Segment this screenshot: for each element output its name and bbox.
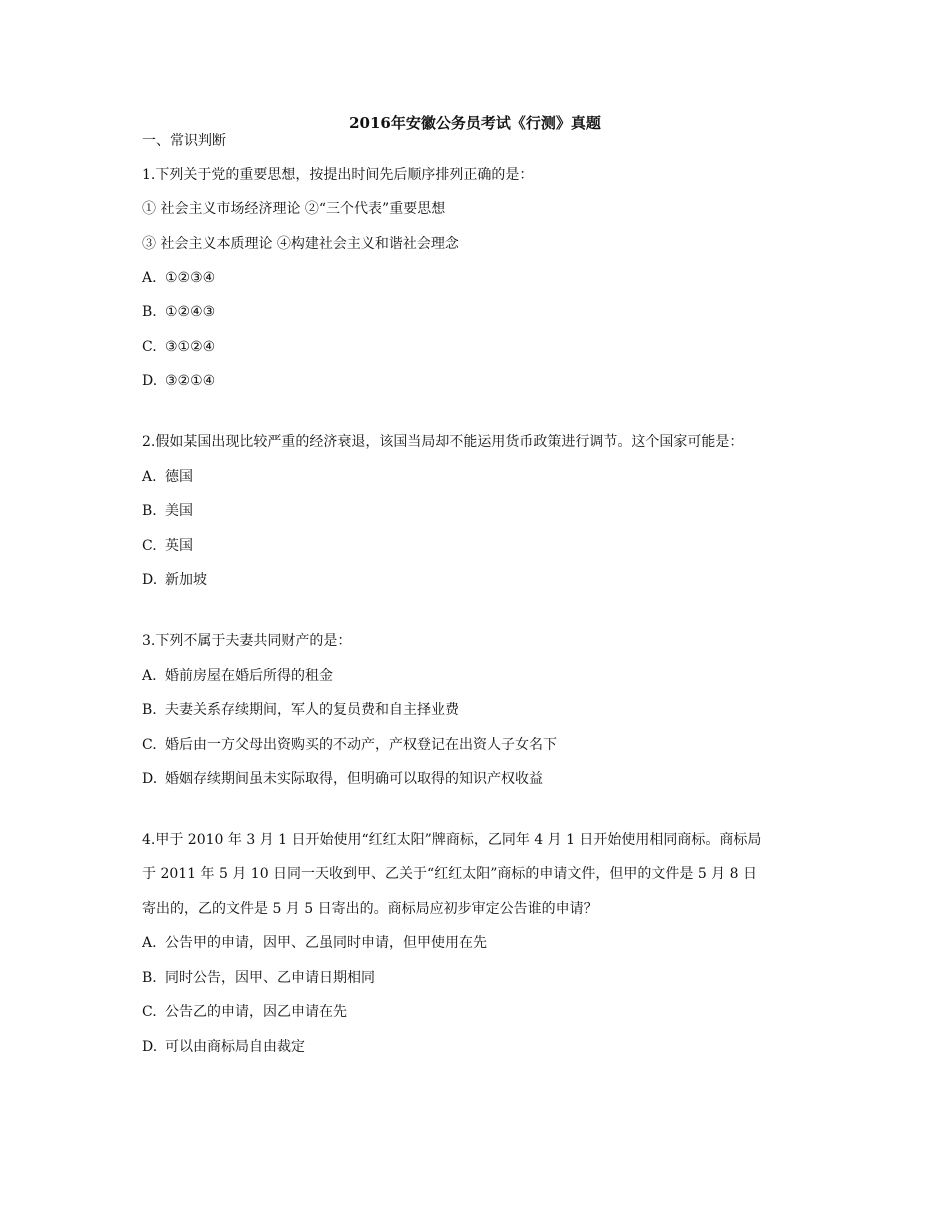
question-2-option-d (142, 570, 207, 590)
option-text: 新加坡 (165, 572, 207, 588)
option-letter: B. (142, 702, 157, 718)
option-letter: D. (142, 572, 158, 588)
option-letter: A. (142, 935, 157, 951)
question-1-option-b (142, 302, 215, 322)
option-text: 婚姻存续期间虽未实际取得，但明确可以取得的知识产权收益 (165, 771, 543, 787)
option-letter: C. (142, 737, 157, 753)
option-text: 同时公告，因甲、乙申请日期相同 (165, 970, 375, 986)
question-1-stem-line-2: ① 社会主义市场经济理论 ②“三个代表”重要思想 (142, 201, 446, 217)
question-1-option-a (142, 268, 215, 288)
option-letter: B. (142, 970, 157, 986)
question-4-option-b (142, 968, 375, 988)
option-text: 美国 (165, 503, 193, 519)
question-2-stem: 2.假如某国出现比较严重的经济衰退，该国当局却不能运用货币政策进行调节。这个国家可能是： (142, 434, 744, 450)
option-letter: A. (142, 469, 157, 485)
question-3-option-c (142, 735, 557, 755)
option-letter: B. (142, 503, 157, 519)
option-text: ③②①④ (165, 373, 216, 389)
option-text: ①②③④ (165, 270, 216, 286)
question-3-stem: 3.下列不属于夫妻共同财产的是： (142, 633, 352, 649)
question-2-option-a (142, 467, 193, 487)
question-2-option-c (142, 536, 193, 556)
option-text: 婚后由一方父母出资购买的不动产，产权登记在出资人子女名下 (165, 737, 557, 753)
section-heading: 一、常识判断 (142, 133, 226, 149)
question-4-stem-line-3: 寄出的，乙的文件是 5 月 5 日寄出的。商标局应初步审定公告谁的申请？ (142, 901, 598, 917)
question-1-stem: 1.下列关于党的重要思想，按提出时间先后顺序排列正确的是： (142, 167, 534, 183)
question-1-stem-line-3: ③ 社会主义本质理论 ④构建社会主义和谐社会理念 (142, 236, 459, 252)
option-text: 公告甲的申请，因甲、乙虽同时申请，但甲使用在先 (165, 935, 487, 951)
option-letter: B. (142, 304, 157, 320)
option-letter: D. (142, 1039, 158, 1055)
document-title: 2016年安徽公务员考试《行测》真题 (349, 114, 601, 132)
option-letter: D. (142, 373, 158, 389)
question-1-option-c (142, 337, 215, 357)
option-text: 婚前房屋在婚后所得的租金 (165, 668, 333, 684)
question-4-option-c (142, 1002, 347, 1022)
question-4-option-a (142, 933, 487, 953)
option-text: 英国 (165, 538, 193, 554)
question-4-stem-line-2: 于 2011 年 5 月 10 日同一天收到甲、乙关于“红红太阳”商标的申请文件，但甲的文件是 5 月 8 日 (142, 866, 757, 882)
option-letter: C. (142, 1004, 157, 1020)
question-2-option-b (142, 501, 193, 521)
option-text: 公告乙的申请，因乙申请在先 (165, 1004, 347, 1020)
option-letter: A. (142, 668, 157, 684)
option-letter: D. (142, 771, 158, 787)
question-4-option-d (142, 1037, 305, 1057)
question-4-stem: 4.甲于 2010 年 3 月 1 日开始使用“红红太阳”牌商标，乙同年 4 月 1 日开始使用相同商标。商标局 (142, 832, 762, 848)
option-letter: C. (142, 538, 157, 554)
option-text: 夫妻关系存续期间，军人的复员费和自主择业费 (165, 702, 459, 718)
question-1-option-d (142, 371, 215, 391)
option-text: 可以由商标局自由裁定 (165, 1039, 305, 1055)
option-letter: A. (142, 270, 157, 286)
option-text: ①②④③ (165, 304, 216, 320)
option-text: 德国 (165, 469, 193, 485)
option-letter: C. (142, 339, 157, 355)
question-3-option-a (142, 666, 333, 686)
option-text: ③①②④ (165, 339, 216, 355)
question-3-option-b (142, 700, 459, 720)
question-3-option-d (142, 769, 543, 789)
